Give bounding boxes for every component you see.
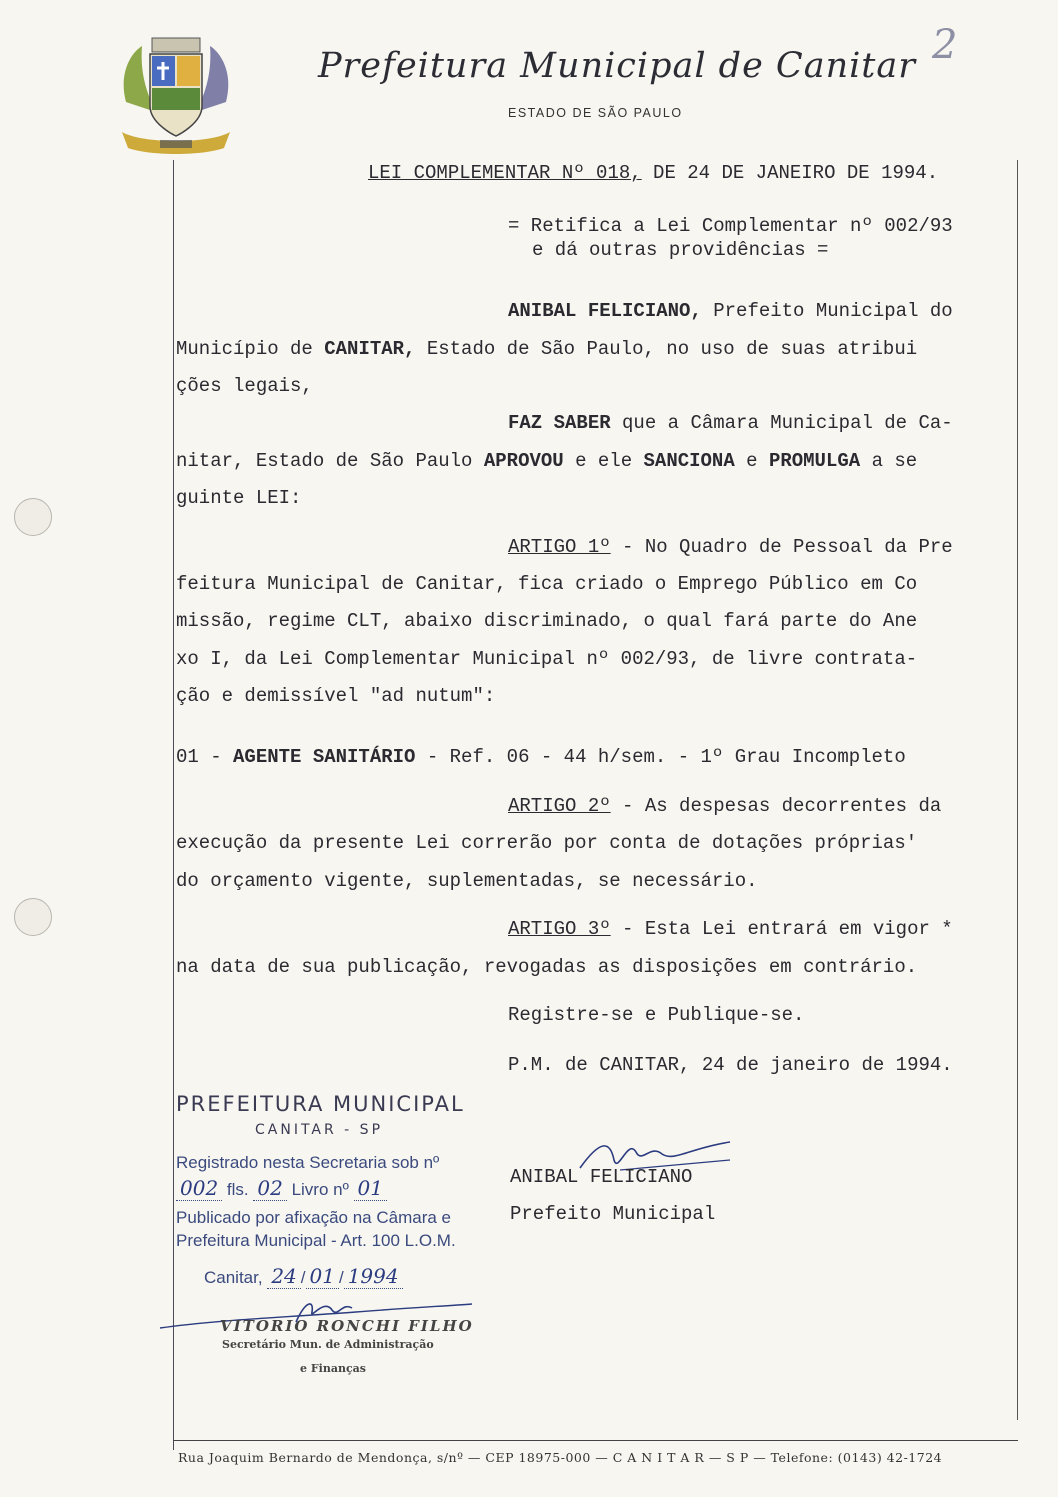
enactment-line: guinte LEI:	[176, 487, 302, 509]
text-run: - No Quadro de Pessoal da Pre	[610, 536, 953, 558]
text-run: Estado de São Paulo, no uso de suas atribui	[415, 338, 918, 360]
secretary-role: e Finanças	[300, 1362, 366, 1375]
secretary-name: VITORIO RONCHI FILHO	[220, 1317, 474, 1335]
text-run: 01 -	[176, 746, 234, 768]
job-position-line	[176, 746, 906, 768]
article-2-line	[508, 795, 941, 817]
law-number: LEI COMPLEMENTAR Nº 018,	[368, 162, 642, 184]
registry-stamp-subtitle: CANITAR - SP	[255, 1122, 384, 1138]
letterhead-footer-address: Rua Joaquim Bernardo de Mendonça, s/nº — CEP 18975-000 — C A N I T A R — S P — Telefone: (0143) 42-1724	[178, 1450, 943, 1465]
text-run: APROVOU	[483, 450, 564, 472]
registry-label: Registrado nesta Secretaria sob nº	[176, 1153, 440, 1172]
intro-line	[508, 300, 953, 322]
registry-page: 02	[253, 1176, 286, 1201]
enactment-line	[508, 412, 953, 434]
city-name: CANITAR,	[324, 338, 416, 360]
intro-line: ções legais,	[176, 375, 313, 397]
text-run: - Ref. 06 - 44 h/sem. - 1º Grau Incompleto	[415, 746, 906, 768]
article-1-line: xo I, da Lei Complementar Municipal nº 002/93, de livre contrata-	[176, 648, 918, 670]
margin-rule-left	[173, 160, 174, 1450]
article-3-label: ARTIGO 3º	[508, 918, 611, 940]
intro-line	[176, 338, 917, 360]
text-run: FAZ SABER	[508, 412, 611, 434]
text-run: Livro nº	[291, 1180, 349, 1199]
margin-rule-right	[1017, 160, 1018, 1420]
text-run: nitar, Estado de São Paulo	[176, 450, 484, 472]
text-run: Município de	[176, 338, 325, 360]
punch-hole	[14, 498, 52, 536]
job-title: AGENTE SANITÁRIO	[233, 746, 416, 768]
letterhead-subtitle: ESTADO DE SÃO PAULO	[508, 106, 683, 120]
text-run: fls.	[226, 1180, 249, 1199]
text-run: que a Câmara Municipal de Ca-	[610, 412, 953, 434]
registry-book: 01	[354, 1176, 387, 1201]
signatory-name: ANIBAL FELICIANO	[510, 1166, 693, 1188]
page-number-mark: 2	[932, 22, 958, 68]
letterhead-title: Prefeitura Municipal de Canitar	[318, 46, 916, 86]
text-run: e	[734, 450, 769, 472]
ementa-line: = Retifica a Lei Complementar nº 002/93	[508, 215, 953, 237]
registry-record-line	[176, 1176, 387, 1200]
registry-number: 002	[176, 1176, 222, 1201]
enactment-line	[176, 450, 917, 472]
text-run: e ele	[563, 450, 644, 472]
registry-year: 1994	[344, 1264, 403, 1289]
text-run: Canitar,	[204, 1268, 263, 1287]
secretary-role: Secretário Mun. de Administração	[222, 1338, 434, 1351]
law-date: DE 24 DE JANEIRO DE 1994.	[641, 162, 939, 184]
article-1-line: missão, regime CLT, abaixo discriminado, o qual fará parte do Ane	[176, 610, 918, 632]
registry-month: 01	[306, 1264, 339, 1289]
article-1-line	[508, 536, 953, 558]
text-run: a se	[860, 450, 918, 472]
registry-stamp-title: PREFEITURA MUNICIPAL	[176, 1092, 465, 1116]
place-and-date: P.M. de CANITAR, 24 de janeiro de 1994.	[508, 1054, 953, 1076]
registry-day: 24	[267, 1264, 300, 1289]
article-2-line: execução da presente Lei correrão por conta de dotações próprias'	[176, 832, 918, 854]
text-run: SANCIONA	[643, 450, 735, 472]
registry-date-line: Canitar, 24 / 01 / 1994	[204, 1264, 403, 1288]
ementa-line: e dá outras providências =	[532, 239, 829, 261]
signatory-role: Prefeito Municipal	[510, 1203, 716, 1225]
article-3-line: na data de sua publicação, revogadas as disposições em contrário.	[176, 956, 918, 978]
article-3-line	[508, 918, 953, 940]
closing-formula: Registre-se e Publique-se.	[508, 1004, 805, 1026]
publication-note: Publicado por afixação na Câmara e	[176, 1208, 451, 1227]
mayor-name: ANIBAL FELICIANO,	[508, 300, 702, 322]
municipal-crest-icon	[112, 32, 240, 160]
footer-rule	[173, 1440, 1018, 1441]
punch-hole	[14, 898, 52, 936]
article-1-line: ção e demissível "ad nutum":	[176, 685, 496, 707]
publication-note: Prefeitura Municipal - Art. 100 L.O.M.	[176, 1231, 456, 1250]
text-run: PROMULGA	[768, 450, 861, 472]
article-2-label: ARTIGO 2º	[508, 795, 611, 817]
text-run: - As despesas decorrentes da	[610, 795, 942, 817]
article-2-line: do orçamento vigente, suplementadas, se necessário.	[176, 870, 758, 892]
text-run: Prefeito Municipal do	[701, 300, 953, 322]
article-1-line: feitura Municipal de Canitar, fica criado o Emprego Público em Co	[176, 573, 918, 595]
text-run: - Esta Lei entrará em vigor *	[610, 918, 953, 940]
article-1-label: ARTIGO 1º	[508, 536, 611, 558]
law-heading	[368, 162, 938, 184]
